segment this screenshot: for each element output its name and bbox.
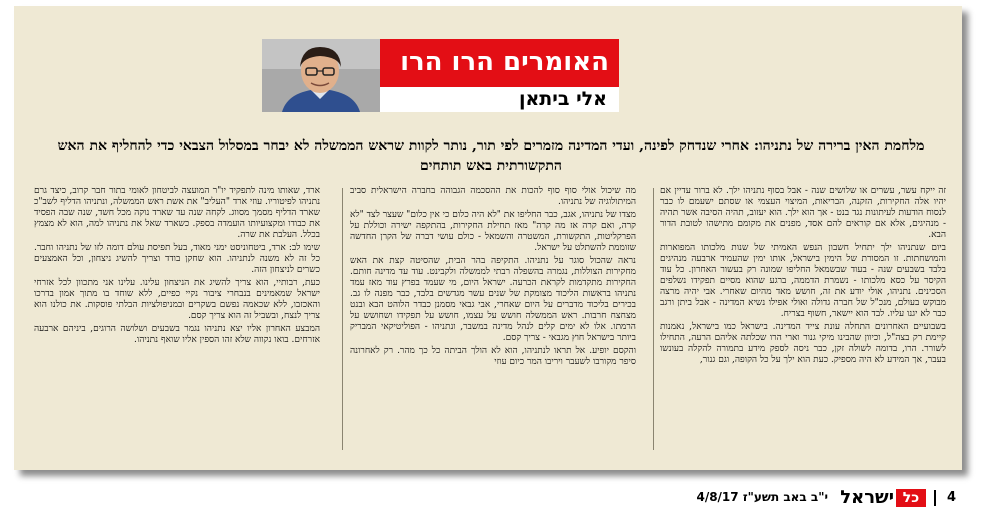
article-column-left [34,186,320,456]
article-sheet [14,6,962,470]
footer-divider [934,490,936,506]
issue-date: י"ב באב תשע"ז 4/8/17 [696,490,828,504]
article-headline: מלחמת האין ברירה של נתניהו: אחרי שנדחק לפינה, ועדי המדינה מזמרים לפי תור, נותר לקוות שראש הממשלה לא יבחר במסלול הצבאי כדי להחליף את האש התקשורתית באש תותחים [57,138,925,174]
logo-text: ישראל [840,487,894,508]
paragraph: ארד, שאותו מינה לתפקיד יו"ר המועצה לביטחון לאומי בתור חבר קרוב, כיצד גרם נתניהו לפיטוריו. עוזי ארד "העליב" את אשת ראש הממשלה, ונתניהו הדליף לשב"כ שארד הדליף מסמך מסווג. לקחה שנה עד שארד נוקה מכל חשד, שנה שבה הפסיד את כבודו ומקצועיותו הועמדה בספק. כשארד שאל את נתניהו למה, הוא לא מצמץ בכלל. העלבת את שרה. [34,186,320,240]
paragraph: ביום שנתניהו ילך יתחיל חשבון הנפש האמיתי של שנות מלכותו המפוארות והמושחתות. זו המסורת של הימין בישראל, אותו ימין שהעמיד ארבעה מנהיגים בלבד בשבעים שנה - בעוד שבשמאל החליפו שמונה רק בעשור האחרון. כל עוד הקיסר על כסא מלכותו - נשמרת הדממה, ברגע שהוא מסיים תפקידו נשלפים הסכינים. נתניהו, אולי יודע את זה, חושש מאד מהיום שאחרי. אבי יהיה מרצה מבוקש בעולם, מנכ"ל של חברה גדולה ואולי אפילו נשיא המדינה - אבל ביתן ורגב כבר לא יגנו עליו. לבד הוא יישאר, חשוף בצריח. [660,243,946,319]
author-photo [262,39,380,112]
article-column-middle [350,186,636,456]
column-divider [653,188,654,450]
author-name: אלי ביתאן [518,88,607,110]
paragraph: שימו לב: ארד, ביטחוניסט ימני מאוד, בעל תפיסת עולם דומה לזו של נתניהו וחבר. כל זה לא משנה לנתניהו. הוא שחקן בודד וצריך להשיג ניצחון, וכל האמצעים כשרים לניצחון הזה. [34,243,320,275]
logo-red-box: כל [896,489,926,507]
newspaper-logo [840,487,926,509]
paragraph: זה ייקח עשר, עשרים או שלושים שנה - אבל בסוף נתניהו ילך. לא ברור עדיין אם יהיו אלה החקירות, הזקנה, הבריאות, המיצוי העצמי או שסתם ישעמם לו כבר לנסוח הודעות לעיתונות נגד בנט - אך הוא ילך. הוא יעזוב, תהיה הסיבה אשר תהיה - מנהיגים, אלא אם קוראים להם אסד, מפנים את מקומם מתישהו לטובת הדור הבא. [660,186,946,240]
article-column-right [660,186,946,456]
author-portrait-illustration [262,39,380,112]
paragraph: נראה שהכול סוגר על נתניהו. התקיפה בהר הבית, שהסיטה קצת את האש מחקירות הצוללות, נגמרה בהשפלה רבתי לממשלה ולקבינט. עוד עד מדינה חותם. החקירות מתקדמות לקראת הכרעה. ישראל היום, מי שעמד בפרץ עוד מאז עמד נתניהו בראשות הליכוד מצומקת של שנים עשר מגדשים בלבד, כבר מפנה לו גב. בכירים בליכוד מדברים על היום שאחרי, אבי גבאי מסמנן כבדר הלוהט הבא ובנט מצחצח חרבות. ראש הממשלה חושש על עצמו, חושש על תפקידו ושחושש על הרמתו. אלו לא ימים קלים לנהל מדינה במשבר, ונתניהו - הפוליטיקאי המבריק ביותר בישראל חוץ מגבאי - צריך קסם. [350,256,636,343]
page-number: 4 [946,490,956,505]
paragraph: מה שיכול אולי סוף סוף להכות את ההסכמה הגבוהה בחברה הישראלית סביב המיתולוגיה של נתניהו. [350,186,636,207]
paragraph: בשבועיים האחרונים התחלה עונת צייד המדינה. בישראל כמו בישראל, נאמנות קיימת רק בצה"ל, וכיוון שהבינו מיקי גנור וארי הרו שכלתה אליהם הרעה, התחילו לשורר. הרו, בדומה לשולה זקן, כבר ניסה לספק מידע בתמורה להקלה בעונשו בעבר, אך המידע לא היה מספיק. כעת הוא ילך על כל הקופה, וגם גנור, [660,322,946,365]
paragraph: כעת, רבותיי, הוא צריך להשיג את הניצחון עלינו. עלינו אני מתכוון לכל אזרחי ישראל שמאמינים בנבחרי ציבור נקיי כפיים, ללא שוחד בו מתוך אמון בדרכו והאכזבו, ללא שכאמה נפשם בשקרים ובמניפולציות הבלתי פוסקות. את כולנו הוא צריך לנצח, ובשביל זה הוא צריך קסם. [34,278,320,321]
paragraph: והקסם יופיע. אל תראו לנתניהו, הוא לא הולך הביתה כל כך מהר. רק לאחרונה סיפר מקורבו לשעבר ויריבו המר כיום עוזי [350,346,636,367]
paragraph: מצדו של נתניהו, אגב, כבר החליפו את "לא היה כלום כי אין כלום" שעצר לצד "לא קרה, ואם קרה אז מה קרה" מאז תחילת החקירות, בהתקפה ישירה וכוללת על הפרקליטות, התקשורת, המשטרה והשמאל - כולם עושי דברה של הקרן החדשה שזוממת להשתלט על ישראל. [350,210,636,253]
page-footer [14,480,964,514]
series-title: האומרים הרו הרו [400,47,609,77]
paragraph: המבצע האחרון אליו יצא נתניהו נגמר בשבעים ושלושה הרוגים, ביניהם ארבעה אזרחים. בואו נקווה שלא זהו הספין אליו שואף נתניהו. [34,324,320,345]
column-header [262,39,619,112]
column-divider [342,188,343,450]
